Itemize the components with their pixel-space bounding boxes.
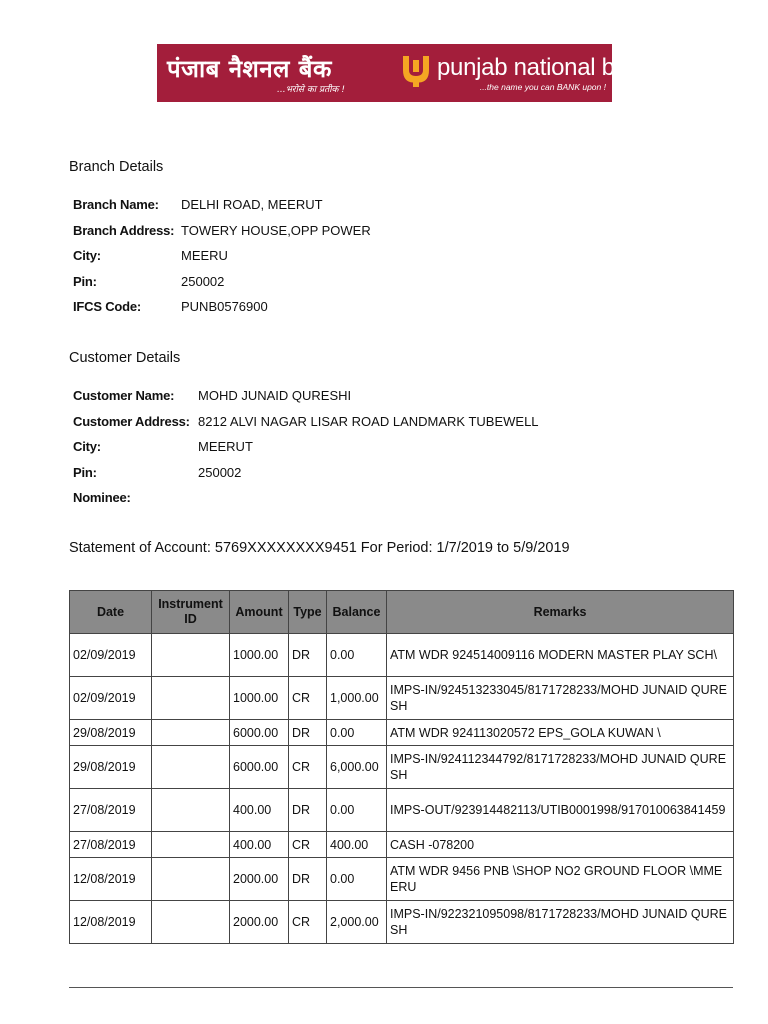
customer-row [73,383,539,409]
cell-type: CR [289,677,327,720]
cell-amount: 400.00 [230,832,289,858]
cell-amount: 400.00 [230,789,289,832]
column-header-type: Type [289,591,327,634]
cell-balance: 400.00 [327,832,387,858]
cell-amount: 1000.00 [230,677,289,720]
logo-english-name: punjab national bank [437,54,653,81]
customer-row [73,434,539,460]
table-row [70,832,734,858]
field-label: Branch Name: [73,197,159,213]
cell-date: 27/08/2019 [70,789,152,832]
cell-date: 29/08/2019 [70,746,152,789]
field-label: IFCS Code: [73,299,142,315]
cell-balance: 0.00 [327,634,387,677]
cell-instrument-id [152,858,230,901]
cell-date: 27/08/2019 [70,832,152,858]
cell-date: 02/09/2019 [70,634,152,677]
field-value: 250002 [181,273,225,289]
cell-type: CR [289,901,327,944]
table-row [70,789,734,832]
table-body [70,634,734,944]
branch-details [73,192,371,320]
cell-amount: 6000.00 [230,720,289,746]
cell-date: 12/08/2019 [70,901,152,944]
cell-balance: 2,000.00 [327,901,387,944]
table-row [70,677,734,720]
column-header-remarks: Remarks [387,591,734,634]
cell-type: DR [289,789,327,832]
cell-remarks: IMPS-IN/922321095098/8171728233/MOHD JUNAID QURESH [387,901,734,944]
branch-row [73,192,371,218]
field-label: Customer Name: [73,388,175,404]
cell-type: DR [289,858,327,901]
table-row [70,858,734,901]
table-row [70,634,734,677]
cell-date: 12/08/2019 [70,858,152,901]
cell-remarks: ATM WDR 9456 PNB \SHOP NO2 GROUND FLOOR \MMEERU [387,858,734,901]
cell-balance: 6,000.00 [327,746,387,789]
cell-amount: 2000.00 [230,858,289,901]
transactions-table [69,590,734,944]
field-value: TOWERY HOUSE,OPP POWER [181,222,371,238]
customer-details-heading: Customer Details [69,350,181,366]
logo-english-tagline: ...the name you can BANK upon ! [479,82,606,92]
column-header-amount: Amount [230,591,289,634]
field-value: PUNB0576900 [181,299,268,315]
cell-remarks: IMPS-IN/924513233045/8171728233/MOHD JUNAID QURESH [387,677,734,720]
statement-title: Statement of Account: 5769XXXXXXXX9451 For Period: 1/7/2019 to 5/9/2019 [69,540,570,556]
column-header-instrument-id: Instrument ID [152,591,230,634]
branch-row [73,243,371,269]
cell-type: DR [289,634,327,677]
cell-instrument-id [152,901,230,944]
field-value: 250002 [198,464,242,480]
field-label: Pin: [73,464,97,480]
cell-instrument-id [152,720,230,746]
field-value: MEERU [181,248,228,264]
table-row [70,720,734,746]
cell-instrument-id [152,832,230,858]
field-value: MEERUT [198,439,253,455]
field-label: Pin: [73,273,97,289]
field-label: City: [73,248,101,264]
logo-hindi-tagline: ...भरोसे का प्रतीक ! [277,85,345,95]
branch-row [73,218,371,244]
page-divider [69,987,733,988]
cell-instrument-id [152,634,230,677]
customer-row [73,485,539,511]
cell-balance: 0.00 [327,789,387,832]
customer-row [73,409,539,435]
branch-row [73,269,371,295]
column-header-balance: Balance [327,591,387,634]
logo-hindi-name: पंजाब नैशनल बैंक [167,55,332,83]
pnb-logo-icon [401,54,431,88]
cell-type: CR [289,746,327,789]
field-label: Branch Address: [73,222,175,238]
cell-remarks: CASH -078200 [387,832,734,858]
field-label: City: [73,439,101,455]
cell-instrument-id [152,677,230,720]
branch-details-heading: Branch Details [69,159,164,175]
column-header-date: Date [70,591,152,634]
cell-balance: 0.00 [327,858,387,901]
table-header-row [70,591,734,634]
cell-balance: 0.00 [327,720,387,746]
cell-remarks: ATM WDR 924113020572 EPS_GOLA KUWAN \ [387,720,734,746]
cell-instrument-id [152,746,230,789]
field-value: 8212 ALVI NAGAR LISAR ROAD LANDMARK TUBEWELL [198,413,539,429]
cell-type: CR [289,832,327,858]
cell-type: DR [289,720,327,746]
cell-instrument-id [152,789,230,832]
field-value: DELHI ROAD, MEERUT [181,197,323,213]
table-row [70,901,734,944]
cell-remarks: IMPS-IN/924112344792/8171728233/MOHD JUNAID QURESH [387,746,734,789]
cell-amount: 6000.00 [230,746,289,789]
cell-remarks: ATM WDR 924514009116 MODERN MASTER PLAY SCH\ [387,634,734,677]
field-label: Nominee: [73,490,131,506]
field-value: MOHD JUNAID QURESHI [198,388,352,404]
cell-amount: 2000.00 [230,901,289,944]
branch-row [73,294,371,320]
customer-row [73,460,539,486]
customer-details [73,383,539,511]
cell-date: 29/08/2019 [70,720,152,746]
table-row [70,746,734,789]
bank-logo-banner [157,44,653,102]
cell-remarks: IMPS-OUT/923914482113/UTIB0001998/917010063841459 [387,789,734,832]
cell-amount: 1000.00 [230,634,289,677]
field-label: Customer Address: [73,413,190,429]
cell-date: 02/09/2019 [70,677,152,720]
cell-balance: 1,000.00 [327,677,387,720]
